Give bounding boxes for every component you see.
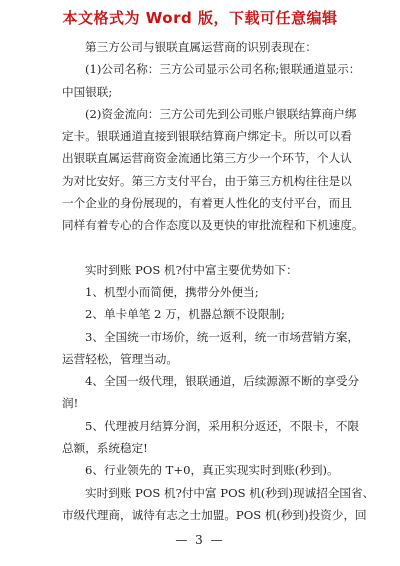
document-body (62, 36, 375, 526)
text-line: 市级代理商，诚待有志之士加盟。POS 机(秒到)投资少，回 (62, 507, 367, 522)
paragraph-block-top (62, 36, 364, 237)
text-line: 第三方公司与银联直属运营商的识别表现在： (85, 40, 317, 54)
text-line: 6、行业领先的 T+0，真正实现实时到账(秒到)。 (85, 463, 339, 478)
page-number: — 3 — (175, 533, 225, 547)
text-line: 总额，系统稳定! (62, 441, 148, 456)
text-line: 润! (62, 396, 79, 411)
paragraph-gap (62, 237, 340, 259)
text-line: 实时到账 POS 机?付中富 POS 机(秒到)现诚招全国省、 (85, 485, 375, 500)
paragraph-block-bottom (62, 259, 375, 527)
text-line: 定卡。银联通道直接到银联结算商户绑定卡。所以可以看 (62, 129, 352, 144)
text-line: 为对比安好。第三方支付平台，由于第三方机构往往是以 (62, 173, 352, 188)
text-line: 出银联直属运营商资金流通比第三方少一个环节，个人认 (62, 151, 352, 166)
text-line: 实时到账 POS 机?付中富主要优势如下： (85, 262, 298, 277)
text-line: (1)公司名称：三方公司显示公司名称;银联通道显示： (85, 62, 361, 77)
text-line: 2、单卡单笔 2 万，机器总额不设限制; (85, 307, 285, 322)
text-line: (2)资金流向：三方公司先到公司账户银联结算商户绑 (85, 106, 357, 121)
text-line: 运营轻松，管理当动。 (62, 351, 178, 366)
text-line: 中国银联; (62, 84, 113, 99)
text-line: 4、全国一级代理，银联通道，后续源源不断的享受分 (85, 374, 360, 389)
text-line: 1、机型小而简便，携带分外便当; (85, 284, 259, 299)
text-line: 3、全国统一市场价，统一返利，统一市场营销方案， (85, 329, 360, 344)
text-line: 5、代理被月结算分润，采用积分返还，不限卡，不限 (85, 418, 360, 433)
text-line: 一个企业的身份展现的，有着更人性化的支付平台，而且 (62, 196, 352, 211)
text-line: 同样有着专心的合作态度以及更快的审批流程和下机速度。 (62, 218, 364, 233)
word-format-banner: 本文格式为 Word 版，下载可任意编辑 (62, 9, 338, 27)
